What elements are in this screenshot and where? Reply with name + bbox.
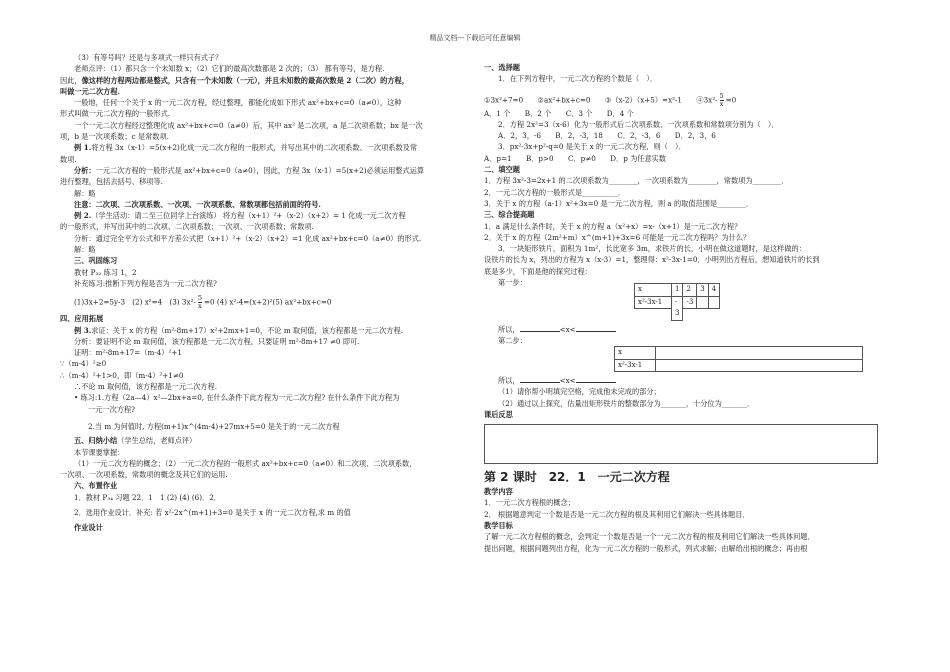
text-line: 的一般形式，并写出其中的二次项、二次项系数；一次项、一次项系数；常数项. <box>60 222 314 232</box>
text-line: 本节课要掌握： <box>74 447 125 457</box>
analysis-line: 分析：通过完全平方公式和平方差公式把（x+1）²+（x-2）（x+2）=1 化成 ax²+bx+c=0（a≠0）的形式. <box>74 233 422 243</box>
table-cell: - <box>672 296 683 308</box>
table-cell <box>656 359 863 371</box>
table-cell: -3 <box>683 296 697 308</box>
left-column <box>60 52 476 534</box>
table-cell: x²-3x-1 <box>615 359 656 371</box>
solution-line: 解：略 <box>74 245 96 255</box>
practice-line: • 练习:1.方程（2a—4）x²—2bx+a=0, 在什么条件下此方程为一元二次方程? 在什么条件下此方程为 <box>74 393 400 403</box>
section-heading: 六、布置作业 <box>74 481 118 491</box>
result-line: 所以， <x< <box>484 323 884 335</box>
question-options: ①3x²+7=0 ②ax²+bx+c=0 ③（x-2）（x+5）=x²-1 ④3x²- $\frac{5}{x}$ =0 <box>484 91 737 108</box>
text-line: （2）通过以上探究，估量出矩形铁片的整数部分为_______，十分位为_______． <box>498 398 755 408</box>
text-line: 数项. <box>60 154 77 164</box>
text-line: （1）请你帮小明填完空格，完成他未完成的部分； <box>498 387 661 397</box>
text-line: 1．一元二次方程根的概念； <box>484 498 575 508</box>
text-line: 老师点评：（1）都只含一个未知数 x；（2）它们的最高次数都是 2 次的；（3） 都有等号，是方程. <box>74 64 385 74</box>
result-line: 所以， <x< <box>484 374 884 386</box>
solution-line: 解：略 <box>74 188 96 198</box>
question-line: 2．一元二次方程的一般形式是__________． <box>484 187 626 197</box>
step2-table <box>614 346 863 372</box>
text-line: 补充练习:推断下列方程是否为一元二次方程? <box>74 278 217 288</box>
question-line: 1．a 满足什么条件时，关于 x 的方程 a（x²+x）=x-（x+1）是一元二次方程？ <box>484 221 742 231</box>
table-cell: x²-3x-1 <box>635 296 672 308</box>
text-line: 了解一元二次方程根的概念，会判定一个数是否是一个一元二次方程的根及利用它们解决一些具体问题． <box>484 532 815 542</box>
practice-line: 2.当 m 为何值时, 方程(m+1)x^(4m-4)+27mx+5=0 是关于的一元二次方程 <box>88 421 340 431</box>
table-cell: x <box>615 347 656 359</box>
section-heading: 一、选择题 <box>484 63 520 72</box>
text-line: 证明：m²-8m+17=（m-4）²+1 <box>74 348 182 358</box>
table-cell: 4 <box>708 284 719 296</box>
step-label: 第一步： <box>498 278 527 288</box>
question-line: 2．方程 2x²=3（x-6）化为一般形式后二次项系数、一次项系数和常数项分别为（ ）． <box>498 119 779 129</box>
question-line: 2．关于 x 的方程（2m²+m）x^(m+1)+3x=6 可能是一元二次方程吗？为什么？ <box>484 232 751 242</box>
table-cell: x <box>635 284 672 296</box>
text-line: 形式叫做一元二次方程的一般形式. <box>60 109 171 119</box>
text-line: 提出问题，根据问题列出方程，化为一元二次方程的一般形式，列式求解；由解给出根的概念；再由根 <box>484 543 808 553</box>
question-line: 3．px²-3x+p²-q=0 是关于 x 的一元二次方程，则（ ）． <box>498 142 686 152</box>
table-cell <box>708 308 719 320</box>
text-line: 进行整理，包括去括号、移项等. <box>60 177 163 187</box>
homework-line: 2．选用作业设计．补充: 若 x²-2x^(m+1)+3=0 是关于 x 的一元二次方程,求 m 的值 <box>74 507 351 517</box>
example-3: 例 3.求证：关于 x 的方程（m²-8m+17）x²+2mx+1=0，不论 m 取何值，该方程都是一元二次方程. <box>74 325 404 335</box>
fraction: $\frac{5}{x}$ <box>719 91 724 108</box>
table-cell <box>697 308 708 320</box>
question-line: 1．在下列方程中，一元二次方程的个数是（ ）． <box>498 74 658 84</box>
step-label: 第二步： <box>498 336 527 346</box>
section-heading: 三、综合提高题 <box>484 210 535 220</box>
question-line: 1．方程 3x²-3=2x+1 的二次项系数为________，一次项系数为________，常数项为________． <box>484 176 789 186</box>
section-heading: 二、填空题 <box>484 165 520 175</box>
example-1: 例 1.将方程 3x（x-1）=5(x+2)化成一元二次方程的一般形式，并写出其中的二次项系数、一次项系数及常 <box>74 143 418 153</box>
section-heading: 五、归纳小结（学生总结，老师点评） <box>74 436 197 446</box>
table-row <box>635 284 720 296</box>
text-line: 2． 根据题意判定一个数是否是一元二次方程的根及其利用它们解决一些具体题目． <box>484 509 750 519</box>
section-heading: 教学目标 <box>484 521 513 530</box>
section-heading: 课后反思 <box>484 409 513 419</box>
section-heading: 四、应用拓展 <box>60 314 104 324</box>
text-line: 教材 P₃₂ 练习 1，2 <box>74 267 137 277</box>
table-cell <box>697 296 708 308</box>
section-heading: 教学内容 <box>484 487 513 497</box>
reflection-box <box>484 424 878 464</box>
text-line: 一个一元二次方程经过整理化成 ax²+bx+c=0（a≠0）后，其中 ax² 是二次项，a 是二次项系数；bx 是一次 <box>74 120 423 130</box>
lesson-title: 第 2 课时 22．1 一元二次方程 <box>484 470 670 485</box>
definition-line: 叫做一元二次方程. <box>60 86 121 96</box>
table-row <box>615 347 863 359</box>
answer-choices: A．p=1 B．p>0 C．p≠0 D．p 为任意实数 <box>484 153 667 163</box>
text-line: 一元一次方程? <box>88 404 135 414</box>
table-cell: 3 <box>672 308 683 320</box>
text-line: 一般地，任何一个关于 x 的一元二次方程，经过整理，都能化成如下形式 ax²+bx+c=0（a≠0），这种 <box>74 98 402 108</box>
question-line: 3．关于 x 的方程（a-1）x²+3x=0 是一元二次方程，则 a 的取值范围是________． <box>484 198 754 208</box>
answer-choices: A．1 个 B．2 个 C．3 个 D．4 个 <box>484 108 634 118</box>
right-column <box>484 62 884 554</box>
table-row <box>635 296 720 308</box>
page-header: 精品文档---下载后可任意编辑 <box>429 34 521 42</box>
table-cell <box>656 347 863 359</box>
question-line: 底是多少，下面是他的探究过程： <box>484 266 592 276</box>
text-line: （3）有等号吗？还是与多项式一样只有式子？ <box>74 53 223 62</box>
analysis-line: 分析：一元二次方程的一般形式是 ax²+bx+c=0（a≠0），因此，方程 3x（x-1）=5(x+2)必须运用整式运算 <box>74 165 425 175</box>
text-line: ∴不论 m 取何值，该方程都是一元二次方程. <box>74 382 218 392</box>
question-line: 3．一块矩形铁片，面积为 1m²，长比宽多 3m，求铁片的长，小明在做这道题时，是这样做的： <box>498 244 806 254</box>
example-2: 例 2.（学生活动：请二至三位同学上台演练） 将方程（x+1）²+（x-2）（x+2）= 1 化成一元二次方程 <box>74 211 406 221</box>
table-cell: 3 <box>697 284 708 296</box>
step1-table <box>634 283 720 320</box>
answer-choices: A．2，3，-6 B．2，-3，18 C．2，-3，6 D．2，3，6 <box>498 131 716 141</box>
section-heading: 作业设计 <box>74 523 103 533</box>
table-cell <box>635 308 672 320</box>
table-cell: 2 <box>683 284 697 296</box>
table-cell <box>683 308 697 320</box>
table-row <box>615 359 863 371</box>
table-row <box>635 308 720 320</box>
text-line: 一次项、一次项系数，常数项的概念及其它们的运用. <box>60 470 228 480</box>
text-line: 分析：要证明不论 m 取何值，该方程都是一元二次方程，只要证明 m²-8m+17 ≠0 即可. <box>74 336 360 346</box>
exercise-equations: (1)3x+2=5y-3 (2) x²=4 (3) 3x²- $\frac{5}{x}$ =0 (4) x²-4=(x+2)²(5) ax²+bx+c=0 <box>74 294 332 311</box>
question-line: 设铁片的长为 x，列出的方程为 x（x-3）=1，整理得：x²-3x-1=0．小明列出方程后，想知道铁片的长到 <box>484 255 820 265</box>
section-heading: 三、巩固练习 <box>74 256 118 266</box>
text-line: ∴（m-4）²+1>0，即（m-4）²+1≠0 <box>60 370 184 380</box>
fraction: $\frac{5}{x}$ <box>197 294 202 311</box>
text-line: ∵（m-4）²≥0 <box>60 359 107 369</box>
definition-line: 因此，像这样的方程两边都是整式，只含有一个未知数（一元），并且未知数的最高次数是 2（二次）的方程， <box>60 75 409 85</box>
table-cell: 1 <box>672 284 683 296</box>
note-line: 注意：二次项、二次项系数、一次项、一次项系数、常数项都包括前面的符号. <box>74 199 321 209</box>
text-line: （1）一元二次方程的概念；（2）一元二次方程的一般形式 ax²+bx+c=0（a≠0）和二次项、二次项系数， <box>74 458 417 468</box>
homework-line: 1．教材 P₃₄ 习题 22．1 1 (2) (4) (6)．2． <box>74 492 221 502</box>
table-cell <box>708 296 719 308</box>
text-line: 项，b 是一次项系数；c 是常数项. <box>60 132 169 142</box>
